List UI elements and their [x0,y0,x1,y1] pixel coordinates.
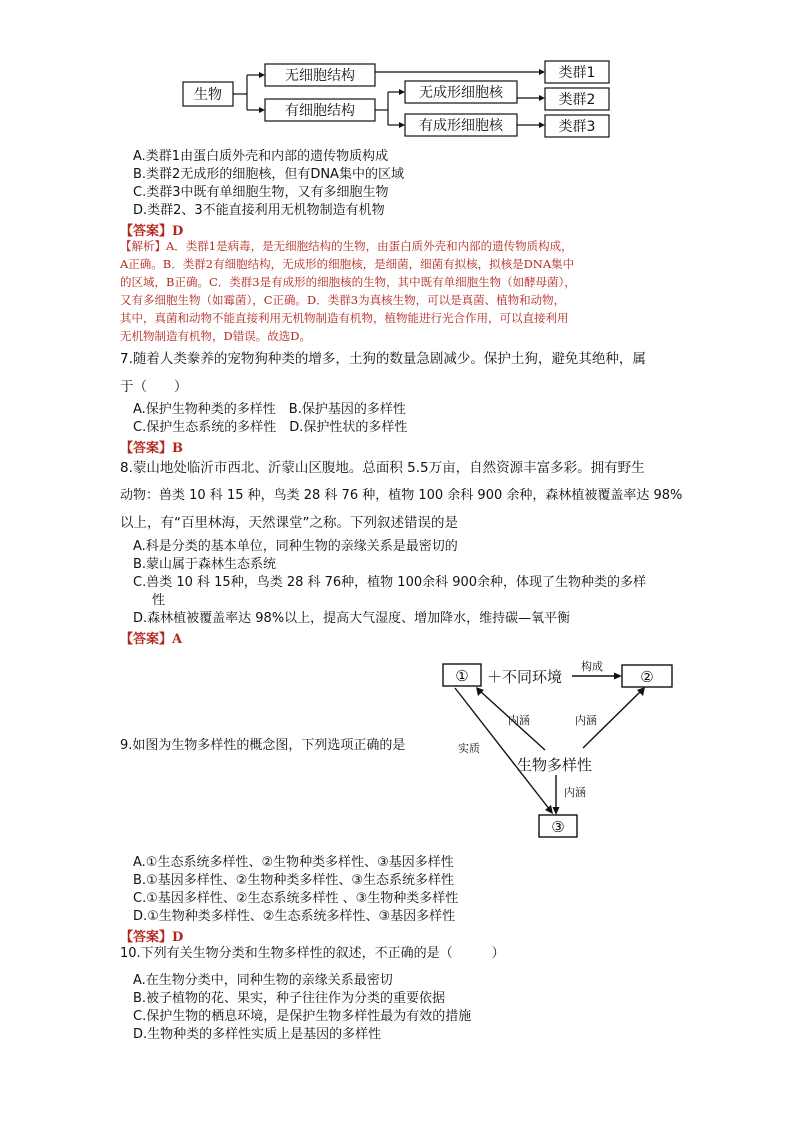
q7-options-row1: A.保护生物种类的多样性 B.保护基因的多样性 [133,402,406,417]
q10-option-d: D.生物种类的多样性实质上是基因的多样性 [133,1027,382,1042]
q10-stem: 10.下列有关生物分类和生物多样性的叙述，不正确的是（ ） [120,946,505,961]
q9-stem: 9.如图为生物多样性的概念图，下列选项正确的是 [120,738,406,753]
q8-option-c-cont: 性 [152,593,166,608]
q6-explanation-6: 无机物制造有机物，D错误。故选D。 [120,329,311,343]
classification-diagram [0,0,794,150]
q10-option-b: B.被子植物的花、果实，种子往往作为分类的重要依据 [133,991,446,1006]
q6-explanation-1: 【解析】A．类群1是病毒，是无细胞结构的生物，由蛋白质外壳和内部的遗传物质构成， [120,239,573,253]
connotation-down-label: 内涵 [564,786,586,799]
q9-option-c: C.①基因多样性、②生态系统多样性 、③生物种类多样性 [133,891,459,906]
q10-option-c: C.保护生物的栖息环境，是保护生物多样性最为有效的措施 [133,1009,472,1024]
q8-stem-line2: 动物：兽类 10 科 15 种，鸟类 28 科 76 种，植物 100 余科 900 余种，森林植被覆盖率达 98% [120,488,683,503]
q8-answer: 【答案】A [120,632,183,647]
q8-option-c: C.兽类 10 科 15种，鸟类 28 科 76种，植物 100余科 900余种，体现了生物种类的多样 [133,575,647,590]
essence-label: 实质 [458,742,480,755]
label-group1: 类群1 [558,65,596,81]
q8-option-b: B.蒙山属于森林生态系统 [133,557,277,572]
q6-explanation-3: 的区域，B正确。C．类群3是有成形的细胞核的生物，其中既有单细胞生物（如酵母菌）， [120,275,576,289]
q6-explanation-2: A正确。B．类群2有细胞结构，无成形的细胞核，是细菌，细菌有拟核，拟核是DNA集中 [120,257,575,271]
box-2-label: ② [640,668,654,686]
q7-answer: 【答案】B [120,441,183,456]
q6-explanation-5: 其中，真菌和动物不能直接利用无机物制造有机物，植物能进行光合作用，可以直接利用 [120,311,569,325]
q8-option-d: D.森林植被覆盖率达 98%以上，提高大气湿度、增加降水，维持碳—氧平衡 [133,611,571,626]
label-no-cell: 无细胞结构 [285,68,355,84]
box-1-label: ① [455,667,469,685]
label-no-nucleus: 无成形细胞核 [419,85,503,101]
q9-option-a: A.①生态系统多样性、②生物种类多样性、③基因多样性 [133,855,454,870]
label-group3: 类群3 [558,119,596,135]
composes-label: 构成 [581,660,603,673]
connotation-right-label: 内涵 [575,714,597,727]
q6-option-c: C.类群3中既有单细胞生物，又有多细胞生物 [133,185,389,200]
q6-option-a: A.类群1由蛋白质外壳和内部的遗传物质构成 [133,149,389,164]
q7-stem-line1: 7.随着人类豢养的宠物狗种类的增多，土狗的数量急剧减少。保护土狗，避免其绝种，属 [120,351,646,367]
box-3-label: ③ [551,818,565,836]
label-has-nucleus: 有成形细胞核 [419,118,503,134]
q6-option-d: D.类群2、3不能直接利用无机物制造有机物 [133,203,385,218]
q8-option-a: A.科是分类的基本单位，同种生物的亲缘关系是最密切的 [133,539,458,554]
connotation-left-label: 内涵 [508,714,530,727]
q6-explanation-4: 又有多细胞生物（如霉菌），C正确。D．类群3为真核生物，可以是真菌、植物和动物， [120,293,566,307]
biodiversity-concept-diagram [0,640,794,850]
center-label: 生物多样性 [517,756,593,774]
label-organism: 生物 [194,87,222,103]
q10-option-a: A.在生物分类中，同种生物的亲缘关系最密切 [133,973,393,988]
q9-option-b: B.①基因多样性、②生物种类多样性、③生态系统多样性 [133,873,455,888]
q7-stem-line2: 于（ ） [120,379,188,395]
q8-stem-line1: 8.蒙山地处临沂市西北、沂蒙山区腹地。总面积 5.5万亩，自然资源丰富多彩。拥有野生 [120,460,645,476]
q6-answer: 【答案】D [120,224,184,239]
label-group2: 类群2 [558,92,596,108]
q6-option-b: B.类群2无成形的细胞核，但有DNA集中的区域 [133,167,404,182]
q9-option-d: D.①生物种类多样性、②生态系统多样性、③基因多样性 [133,909,456,924]
q8-stem-line3: 以上，有“百里林海，天然课堂”之称。下列叙述错误的是 [120,515,458,531]
plus-environment-label: ＋不同环境 [487,668,563,686]
label-has-cell: 有细胞结构 [285,103,355,119]
q7-options-row2: C.保护生态系统的多样性 D.保护性状的多样性 [133,420,408,435]
q9-answer: 【答案】D [120,930,184,945]
